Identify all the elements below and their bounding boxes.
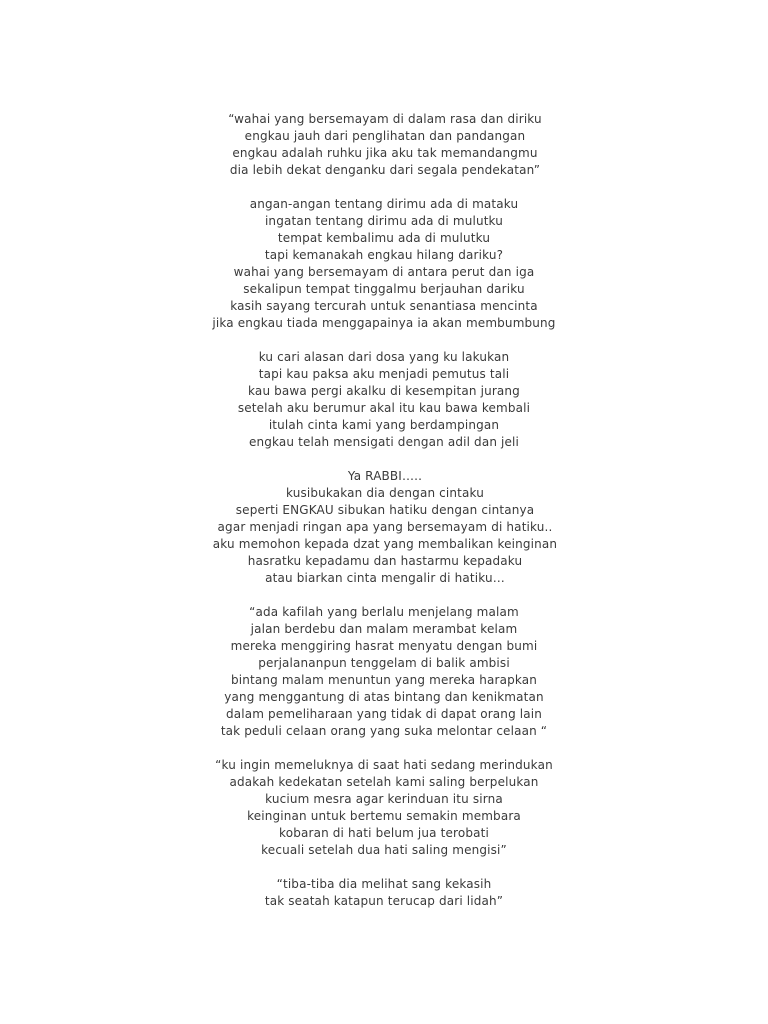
poem-line: wahai yang bersemayam di antara perut dan iga <box>233 265 535 279</box>
poem-line: kecuali setelah dua hati saling mengisi” <box>261 843 507 857</box>
poem-line: tak peduli celaan orang yang suka melontar celaan “ <box>220 724 548 738</box>
poem-line: yang menggantung di atas bintang dan kenikmatan <box>224 690 544 704</box>
poem-line: kau bawa pergi akalku di kesempitan jurang <box>248 384 520 398</box>
poem-line: “ada kafilah yang berlalu menjelang malam <box>249 605 519 619</box>
poem-line: sekalipun tempat tinggalmu berjauhan dariku <box>243 282 525 296</box>
stanza-7 <box>0 876 768 910</box>
poem-line: “wahai yang bersemayam di dalam rasa dan diriku <box>228 112 542 126</box>
stanza-3 <box>0 349 768 451</box>
stanza-5 <box>0 604 768 740</box>
poem-line: angan-angan tentang dirimu ada di mataku <box>249 197 519 211</box>
poem-line: engkau adalah ruhku jika aku tak memandangmu <box>232 146 538 160</box>
poem-line: ku cari alasan dari dosa yang ku lakukan <box>258 350 510 364</box>
poem-line: tapi kemanakah engkau hilang dariku? <box>264 248 504 262</box>
poem-line: itulah cinta kami yang berdampingan <box>268 418 500 432</box>
poem-line: jalan berdebu dan malam merambat kelam <box>250 622 518 636</box>
poem-line: atau biarkan cinta mengalir di hatiku… <box>265 571 505 585</box>
stanza-1 <box>0 111 768 179</box>
poem-line: agar menjadi ringan apa yang bersemayam di hatiku.. <box>217 520 553 534</box>
poem-line: mereka menggiring hasrat menyatu dengan bumi <box>230 639 538 653</box>
poem-line: jika engkau tiada menggapainya ia akan membumbung <box>212 316 556 330</box>
poem-line: aku memohon kepada dzat yang membalikan keinginan <box>212 537 558 551</box>
poem-line: dia lebih dekat denganku dari segala pendekatan” <box>229 163 541 177</box>
poem-line: tak seatah katapun terucap dari lidah” <box>264 894 504 908</box>
poem-line: adakah kedekatan setelah kami saling berpelukan <box>229 775 539 789</box>
poem-line: tapi kau paksa aku menjadi pemutus tali <box>258 367 510 381</box>
poem-line: “ku ingin memeluknya di saat hati sedang merindukan <box>215 758 553 772</box>
poem-page <box>0 111 768 927</box>
stanza-2 <box>0 196 768 332</box>
poem-line: engkau jauh dari penglihatan dan pandangan <box>244 129 526 143</box>
poem-line: hasratku kepadamu dan hastarmu kepadaku <box>247 554 523 568</box>
poem-line: perjalananpun tenggelam di balik ambisi <box>258 656 510 670</box>
poem-line: “tiba-tiba dia melihat sang kekasih <box>276 877 492 891</box>
poem-line: ingatan tentang dirimu ada di mulutku <box>264 214 504 228</box>
poem-line: kasih sayang tercurah untuk senantiasa mencinta <box>230 299 538 313</box>
poem-line: keinginan untuk bertemu semakin membara <box>247 809 521 823</box>
poem-line: tempat kembalimu ada di mulutku <box>277 231 491 245</box>
poem-line: kobaran di hati belum jua terobati <box>279 826 489 840</box>
poem-line: dalam pemeliharaan yang tidak di dapat orang lain <box>225 707 543 721</box>
poem-line: kucium mesra agar kerinduan itu sirna <box>265 792 503 806</box>
poem-line: bintang malam menuntun yang mereka harapkan <box>230 673 538 687</box>
poem-line: seperti ENGKAU sibukan hatiku dengan cintanya <box>235 503 535 517</box>
stanza-4 <box>0 468 768 587</box>
poem-line: kusibukakan dia dengan cintaku <box>286 486 484 500</box>
stanza-6 <box>0 757 768 859</box>
poem-line: Ya RABBI….. <box>347 469 423 483</box>
poem-line: engkau telah mensigati dengan adil dan jeli <box>248 435 520 449</box>
poem-line: setelah aku berumur akal itu kau bawa kembali <box>237 401 531 415</box>
